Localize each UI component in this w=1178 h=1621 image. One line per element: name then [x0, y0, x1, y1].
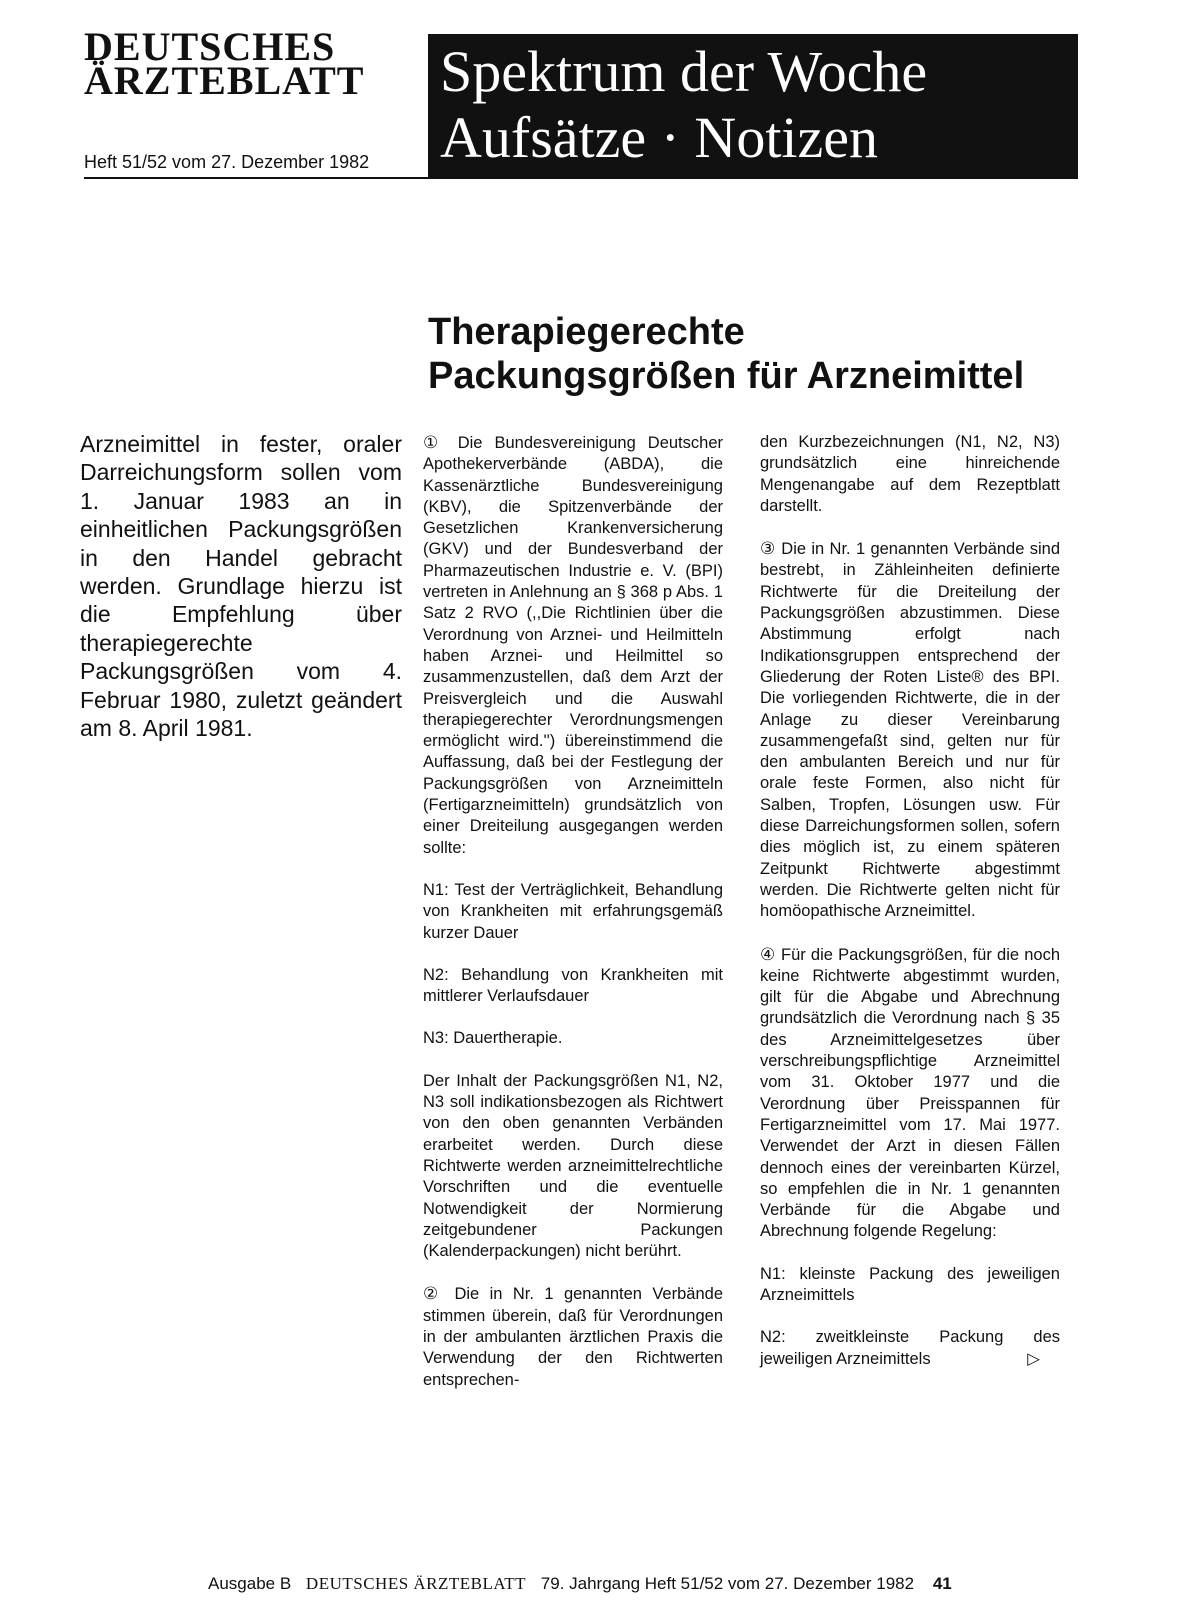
paragraph-content: Der Inhalt der Packungsgrößen N1, N2, N3 soll indikationsbezogen als Richtwert von den oben genannten Verbänden erarbeitet werden. Durch diese Richtwerte werden arzneimittelrechtliche Vorschriften und die eventuelle Notwendigkeit der Normierung zeitgebundener Packungen (Kalenderpackungen) nicht berührt.: [423, 1071, 723, 1261]
title-line-1: Therapiegerechte: [428, 311, 745, 353]
logo-line-1: DEUTSCHES: [84, 24, 336, 69]
paragraph-4: ④ Für die Packungsgrößen, für die noch keine Richtwerte abgestimmt wurden, gilt für die Abgabe und Abrechnung grundsätzlich die Verordnung nach § 35 des Arzneimittelgesetzes über verschreibungspflichtige Arzneimittel vom 31. Oktober 1977 und die Verordnung über Preisspannen für Fertigarzneimittel vom 17. Mai 1977. Verwendet der Arzt in diesen Fällen dennoch eines der vereinbarten Kürzel, so empfehlen die in Nr. 1 genannten Verbände für die Abgabe und Abrechnung folgende Regelung:: [760, 944, 1060, 1241]
paragraph-1: ① Die Bundesvereinigung Deutscher Apothekerverbände (ABDA), die Kassenärztliche Bundesvereinigung (KBV), die Spitzenverbände der Gesetzlichen Krankenversicherung (GKV) und der Bundesverband der Pharmazeutischen Industrie e. V. (BPI) vertreten in Anlehnung an § 368 p Abs. 1 Satz 2 RVO (,,Die Richtlinien über die Verordnung von Arznei- und Heilmitteln haben Arznei- und Heilmittel so zusammenzustellen, daß dem Arzt der Preisvergleich und die Auswahl therapiegerechter Verordnungsmengen ermöglicht wird.'') übereinstimmend die Auffassung, daß bei der Festlegung der Packungsgrößen von Arzneimitteln (Fertigarzneimitteln) grundsätzlich von einer Dreiteilung ausgegangen werden sollte:: [423, 433, 723, 857]
item-n2: N2: Behandlung von Krankheiten mit mittlerer Verlaufsdauer: [423, 965, 723, 1006]
paragraph-2: ② Die in Nr. 1 genannten Verbände stimmen überein, daß für Verordnungen in der ambulanten ärztlichen Praxis die Verwendung der den Richtwerten entsprechen-: [423, 1284, 723, 1389]
header-rule: [84, 177, 1078, 179]
item-n1: N1: Test der Verträglichkeit, Behandlung von Krankheiten mit erfahrungsgemäß kurzer Dauer: [423, 880, 723, 942]
rule-n1: N1: kleinste Packung des jeweiligen Arzneimittels: [760, 1264, 1060, 1304]
circled-number-3: ③: [760, 539, 776, 559]
article-title: [428, 310, 1024, 398]
paragraph-continued: den Kurzbezeichnungen (N1, N2, N3) grundsätzlich eine hinreichende Mengenangabe auf dem Rezeptblatt darstellt.: [760, 433, 1060, 515]
logo-line-2: ÄRZTEBLATT: [84, 58, 365, 103]
paragraph-3: ③ Die in Nr. 1 genannten Verbände sind bestrebt, in Zähleinheiten definierte Richtwerte für die Dreiteilung der Packungsgrößen abzustimmen. Diese Abstimmung erfolgt nach Indikationsgruppen entsprechend der Gliederung der Roten Liste® des BPI. Die vorliegenden Richtwerte, die in der Anlage zu dieser Vereinbarung zusammengefaßt sind, gelten nur für den ambulanten Bereich und nur für orale feste Formen, also nicht für Salben, Tropfen, Lösungen usw. Für diese Darreichungsformen sollen, sofern dies möglich ist, zu einem späteren Zeitpunkt Richtwerte abgestimmt werden. Die Richtwerte gelten nicht für homöopathische Arzneimittel.: [760, 539, 1060, 921]
circled-number-2: ②: [423, 1284, 445, 1304]
footer-edition: Ausgabe B: [208, 1574, 292, 1593]
item-n3: N3: Dauertherapie.: [423, 1029, 563, 1048]
circled-number-1: ①: [423, 433, 446, 452]
section-title-line-1: Spektrum der Woche: [440, 39, 928, 104]
circled-number-4: ④: [760, 944, 776, 964]
page-number: 41: [932, 1574, 952, 1593]
lead-paragraph: Arzneimittel in fester, oraler Darreichungsform sollen vom 1. Januar 1983 an in einheitlichen Packungsgrößen in den Handel gebracht werden. Grundlage hierzu ist die Empfehlung über therapiegerechte Packungsgrößen vom 4. Februar 1980, zuletzt geändert am 8. April 1981.: [80, 431, 402, 742]
section-header: [428, 34, 1078, 177]
continue-arrow-icon: ▷: [1027, 1349, 1040, 1368]
section-title-line-2: Aufsätze · Notizen: [440, 105, 879, 170]
footer-volume: 79. Jahrgang Heft 51/52 vom 27. Dezember 1982: [540, 1574, 915, 1593]
page-footer: [208, 1574, 1078, 1594]
title-line-2: Packungsgrößen für Arzneimittel: [428, 355, 1025, 397]
rule-n2: N2: zweitkleinste Packung des jeweiligen Arzneimittels ▷: [760, 1327, 1060, 1370]
column-2: [423, 432, 723, 1412]
masthead-logo: [84, 24, 404, 103]
footer-magazine: DEUTSCHES ÄRZTEBLATT: [305, 1574, 527, 1593]
issue-line: Heft 51/52 vom 27. Dezember 1982: [84, 152, 370, 172]
column-3: [760, 432, 1060, 1391]
